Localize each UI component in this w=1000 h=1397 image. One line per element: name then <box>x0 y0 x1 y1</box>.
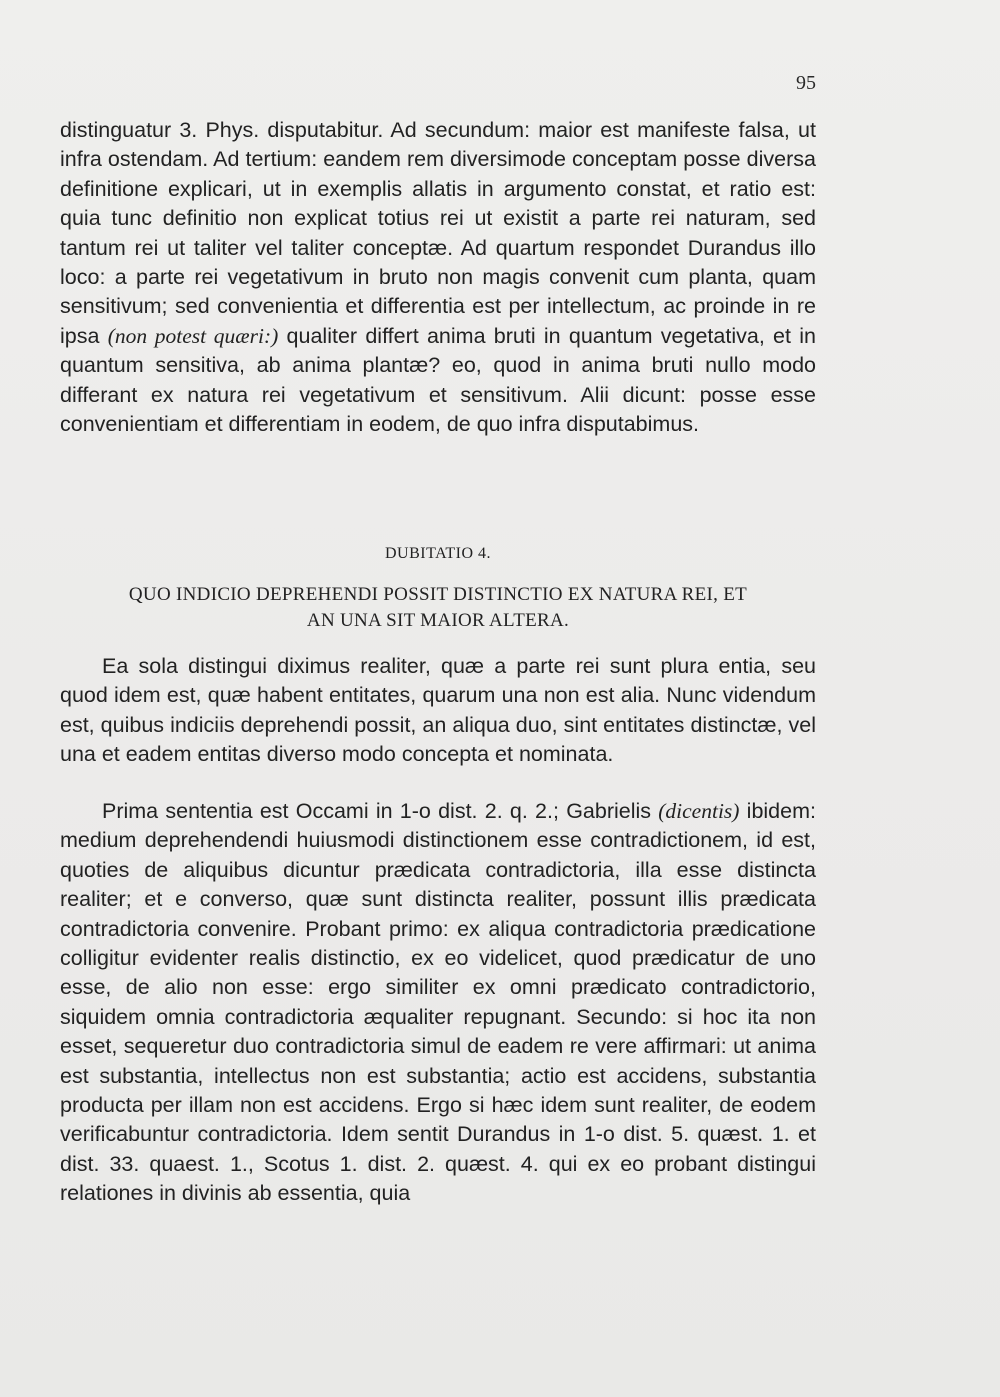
paragraph-3-italic: (dicentis) <box>658 799 740 823</box>
paragraph-2 <box>60 652 816 770</box>
page-number: 95 <box>796 72 816 94</box>
section-title <box>60 582 816 634</box>
paragraph-1-part-b: qualiter differt anima bruti in quantum vegetativa, et in quantum sensitiva, ab anima plantæ? eo, quod in anima bruti nullo modo differant ex natura rei vegetativum et sensitivum. Alii dicunt: posse esse convenientiam et differentiam in eodem, de quo infra disputabimus. <box>60 323 816 437</box>
section-title-line-2: AN UNA SIT MAIOR ALTERA. <box>306 610 570 631</box>
section-label: DUBITATIO 4. <box>384 545 492 562</box>
paragraph-1 <box>60 116 816 439</box>
paragraph-3-text <box>60 797 816 1209</box>
paragraph-1-italic: (non potest quæri:) <box>107 323 279 348</box>
paragraph-1-text <box>60 116 816 439</box>
paragraph-1-part-a: distinguatur 3. Phys. disputabitur. Ad secundum: maior est manifeste falsa, ut infra ostendam. Ad tertium: eandem rem diversimode conceptam posse diversa definitione explicari, ut in exemplis allatis in argumento constat, et ratio est: quia tunc definitio non explicat totius rei ut existit a parte rei naturam, sed tantum rei ut taliter vel taliter conceptæ. Ad quartum respondet Durandus illo loco: a parte rei vegetativum in bruto non magis convenit cum planta, quam sensitivum; sed convenientia et differentia est per intellectum, ac proinde in re ipsa <box>60 118 816 348</box>
paragraph-2-text: Ea sola distingui diximus realiter, quæ a parte rei sunt plura entia, seu quod idem est, quæ habent entitates, quarum una non est alia. Nunc videndum est, quibus indiciis deprehendi possit, an aliqua duo, sint entitates distinctæ, vel una et eadem entitas diverso modo concepta et nominata. <box>60 654 816 767</box>
paragraph-3 <box>60 797 816 1209</box>
paragraph-3-part-a: Prima sententia est Occami in 1-o dist. 2. q. 2.; Gabrielis <box>102 799 659 823</box>
section-title-line-1: QUO INDICIO DEPREHENDI POSSIT DISTINCTIO EX NATURA REI, ET <box>128 584 748 605</box>
paragraph-3-part-b: ibidem: medium deprehendendi huiusmodi distinctionem esse contradictionem, id est, quoties de aliquibus dicuntur prædicata contradictoria, illa esse distincta realiter; et e converso, quæ sunt distincta realiter, possunt illis prædicata contradictoria convenire. Probant primo: ex aliqua contradictoria prædicatione colligitur evidenter realis distinctio, ex eo videlicet, quod prædicatur de uno esse, de alio non esse: ergo similiter ex omni prædicato contradictorio, siquidem omnia contradictoria æqualiter repugnant. Secundo: si hoc ita non esset, sequeretur duo contradictoria simul de eadem re vere affirmari: ut anima est substantia, intellectus non est substantia; actio est accidens, substantia producta per illam non est accidens. Ergo si hæc idem sunt realiter, de eodem verificabuntur contradictoria. Idem sentit Durandus in 1-o dist. 5. quæst. 1. et dist. 33. quaest. 1., Scotus 1. dist. 2. quæst. 4. qui ex eo probant distingui relationes in divinis ab essentia, quia <box>60 799 816 1206</box>
